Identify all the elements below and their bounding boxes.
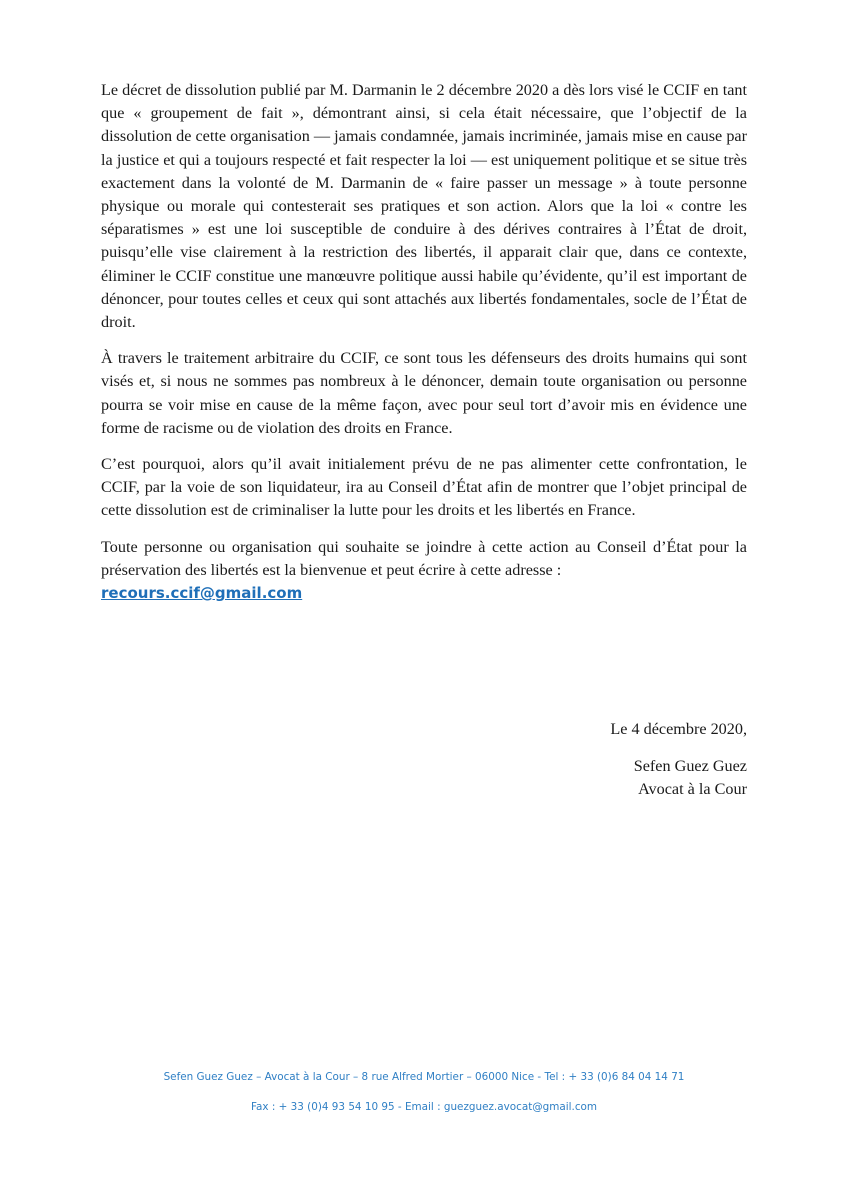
- contact-email-link[interactable]: recours.ccif@gmail.com: [101, 584, 303, 603]
- footer-contact: Fax : + 33 (0)4 93 54 10 95 - Email : guezguez.avocat@gmail.com: [250, 1101, 598, 1113]
- letter-body: [101, 79, 747, 618]
- paragraph-call-to-action: [101, 536, 747, 605]
- letter-date: Le 4 décembre 2020,: [610, 720, 747, 738]
- signature-block: [407, 718, 747, 801]
- paragraph-conseil-etat: C’est pourquoi, alors qu’il avait initialement prévu de ne pas alimenter cette confrontation, le CCIF, par la voie de son liquidateur, ira au Conseil d’État afin de montrer que l’objet principal de cette dissolution est de criminaliser la lutte pour les droits et les libertés en France.: [101, 455, 747, 520]
- call-to-action-text: Toute personne ou organisation qui souhaite se joindre à cette action au Conseil d’État pour la préservation des libertés est la bienvenue et peut écrire à cette adresse :: [101, 537, 747, 579]
- signatory-title: Avocat à la Cour: [638, 780, 747, 798]
- paragraph-human-rights: À travers le traitement arbitraire du CCIF, ce sont tous les défenseurs des droits humains qui sont visés et, si nous ne sommes pas nombreux à le dénoncer, demain toute organisation ou personne pourra se voir mise en cause de la même façon, avec pour seul tort d’avoir mis en évidence une forme de racisme ou de violation des droits en France.: [101, 349, 747, 437]
- signatory-name: Sefen Guez Guez: [633, 757, 747, 775]
- paragraph-decree: Le décret de dissolution publié par M. Darmanin le 2 décembre 2020 a dès lors visé le CCIF en tant que « groupement de fait », démontrant ainsi, si cela était nécessaire, que l’objectif de la dissolution de cette organisation — jamais condamnée, jamais incriminée, jamais mise en cause par la justice et qui a toujours respecté et fait respecter la loi — est uniquement politique et se situe très exactement dans la volonté de M. Darmanin de « faire passer un message » à toute personne physique ou morale qui contesterait ses pratiques et son action. Alors que la loi « contre les séparatismes » est une loi susceptible de conduire à des dérives contraires à l’État de droit, puisqu’elle vise clairement à la restriction des libertés, il apparait clair que, dans ce contexte, éliminer le CCIF constitue une manœuvre politique aussi habile qu’évidente, qu’il est important de dénoncer, pour toutes celles et ceux qui sont attachés aux libertés fondamentales, socle de l’État de droit.: [101, 81, 747, 332]
- footer-address: Sefen Guez Guez – Avocat à la Cour – 8 rue Alfred Mortier – 06000 Nice - Tel : + 33 (0)6 84 04 14 71: [163, 1071, 685, 1083]
